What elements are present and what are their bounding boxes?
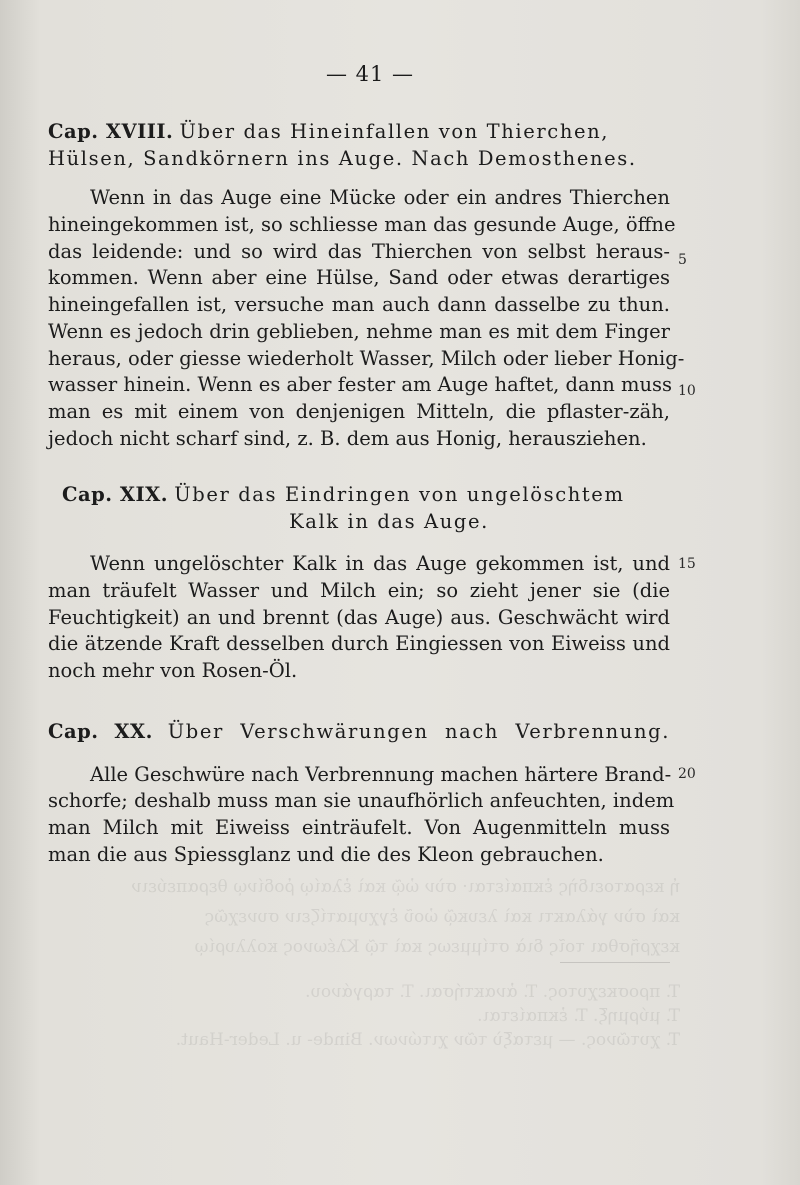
bleed-through-text: T. μύρμηξ. T. ἐκπαίεται. xyxy=(477,1006,680,1026)
bleed-through-text: κεχρῆσθαι τοῖς διὰ στίμμεως καὶ τῷ Κλέωνος κολλυρίῳ xyxy=(194,937,680,957)
chapter-label: Cap. XIX. xyxy=(62,483,169,506)
text-line: kommen. Wenn aber eine Hülse, Sand oder etwas derartiges xyxy=(48,266,670,290)
text-line: man Milch mit Eiweiss einträufelt. Von Augenmitteln muss xyxy=(48,816,670,840)
chapter-label: Cap. XX. xyxy=(48,720,153,743)
chapter-title: Über das Eindringen von ungelöschtem xyxy=(174,483,625,506)
bleed-through-text: καὶ σὺν γάλακτι καὶ λευκῷ ὠοῦ ἐγχυματίζειν συνεχῶς xyxy=(204,907,680,927)
text-line: schorfe; deshalb muss man sie unaufhörlich anfeuchten, indem xyxy=(48,789,675,813)
chapter-title: Über Verschwärungen nach Verbrennung. xyxy=(167,720,670,743)
page-number: — 41 — xyxy=(325,62,415,86)
text-line: die ätzende Kraft desselben durch Eingiessen von Eiweiss und xyxy=(48,632,670,656)
text-line: Wenn in das Auge eine Mücke oder ein andres Thierchen xyxy=(90,186,670,210)
text-line: Wenn ungelöschter Kalk in das Auge gekommen ist, und xyxy=(90,552,670,576)
margin-line-number: 5 xyxy=(678,252,687,268)
text-line: jedoch nicht scharf sind, z. B. dem aus Honig, herausziehen. xyxy=(48,426,647,450)
chapter-label: Cap. XVIII. xyxy=(48,120,174,143)
chapter-title-line2: Kalk in das Auge. xyxy=(289,509,489,533)
section-heading xyxy=(48,719,670,746)
section-cap-20 xyxy=(48,719,675,868)
chapter-title-line2: Hülsen, Sandkörnern ins Auge. Nach Demosthenes. xyxy=(48,146,637,170)
section-heading xyxy=(48,482,670,509)
chapter-title: Über das Hineinfallen von Thierchen, xyxy=(179,120,610,143)
text-line: man die aus Spiessglanz und die des Kleon gebrauchen. xyxy=(48,842,604,866)
text-line: noch mehr von Rosen-Öl. xyxy=(48,659,298,683)
text-line: hineingekommen ist, so schliesse man das gesunde Auge, öffne xyxy=(48,213,676,237)
text-line: Feuchtigkeit) an und brennt (das Auge) aus. Geschwächt wird xyxy=(48,605,670,629)
section-heading xyxy=(48,119,670,146)
margin-line-number: 10 xyxy=(678,383,696,399)
section-cap-18 xyxy=(48,119,685,452)
text-line: hineingefallen ist, versuche man auch dann dasselbe zu thun. xyxy=(48,293,670,317)
text-line: wasser hinein. Wenn es aber fester am Auge haftet, dann muss xyxy=(48,373,673,397)
text-line: man es mit einem von denjenigen Mitteln, die pflaster-zäh, xyxy=(48,399,670,423)
bleed-through-text: T. χυτῶνος. — μεταξὺ τῶν χιτώνων. Binde- u. Leder-Haut. xyxy=(175,1030,680,1050)
bleed-through-text: T. προσκεχυτος. T. ἀνακτήσαι. T. ταργάνου. xyxy=(305,982,680,1002)
text-line: heraus, oder giesse wiederholt Wasser, Milch oder lieber Honig- xyxy=(48,346,685,370)
section-cap-19 xyxy=(48,482,670,685)
margin-line-number: 15 xyxy=(678,556,696,572)
text-line: Alle Geschwüre nach Verbrennung machen härtere Brand- xyxy=(90,762,672,786)
bleed-through-text: ἡ κερατοειδὴς ἐκπαίεται· σὺν ὠῷ καὶ ἐλαίῳ ῥοδίνῳ θεραπεύειν xyxy=(131,877,680,897)
margin-line-number: 20 xyxy=(678,766,696,782)
bleed-through-rule xyxy=(560,962,670,963)
text-line: das leidende: und so wird das Thierchen von selbst heraus- xyxy=(48,239,670,263)
text-line: man träufelt Wasser und Milch ein; so zieht jener sie (die xyxy=(48,579,670,603)
text-line: Wenn es jedoch drin geblieben, nehme man es mit dem Finger xyxy=(48,319,670,343)
